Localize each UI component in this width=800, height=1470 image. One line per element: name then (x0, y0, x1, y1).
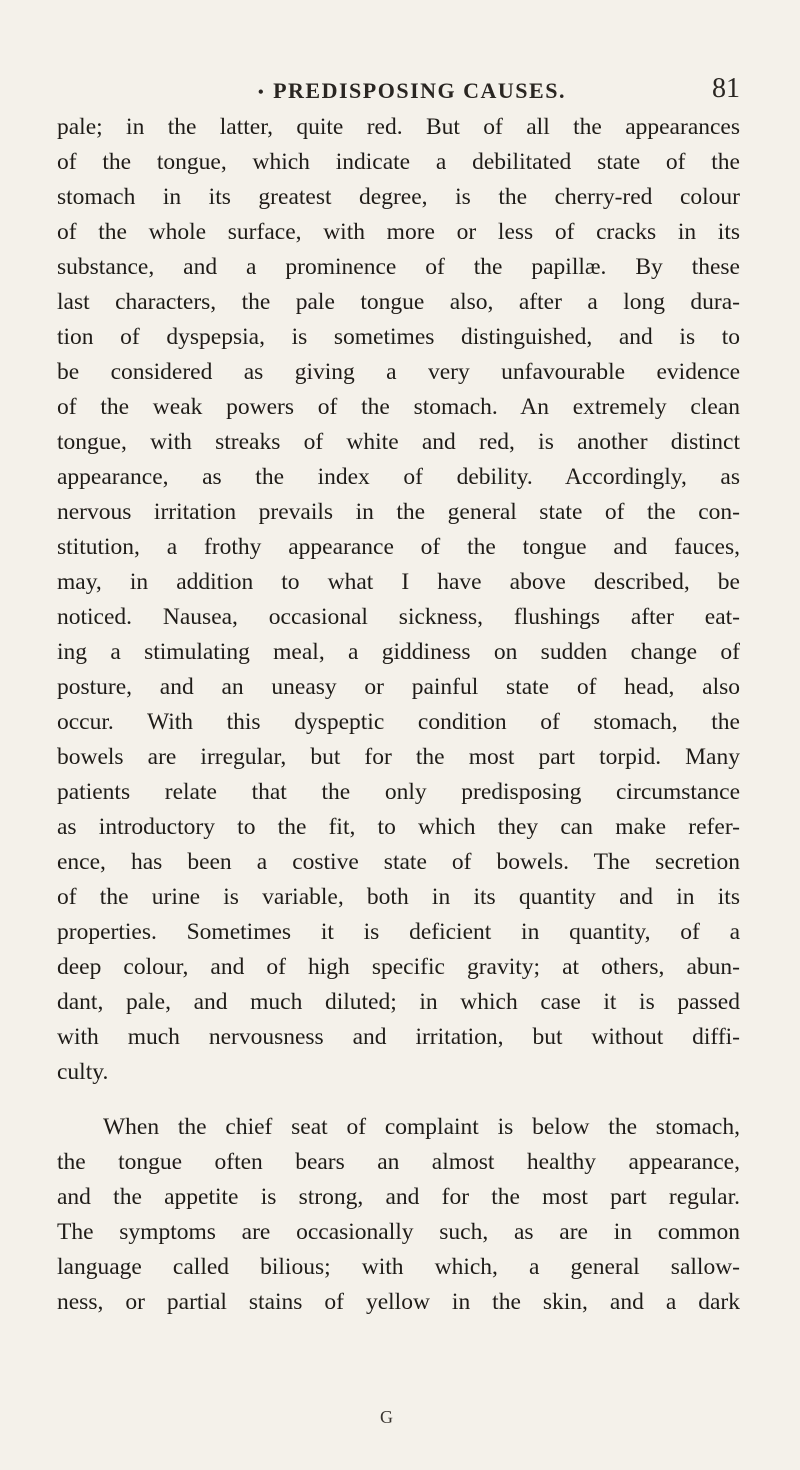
text-line: with much nervousness and irritation, but without diffi- (57, 1024, 740, 1050)
text-line: pale; in the latter, quite red. But of all the appearances (57, 114, 740, 140)
text-line: and the appetite is strong, and for the most part regular. (57, 1184, 740, 1210)
text-line: be considered as giving a very unfavourable evidence (57, 359, 740, 385)
text-line: properties. Sometimes it is deficient in quantity, of a (57, 919, 740, 945)
page-number: 81 (712, 73, 740, 104)
text-line: occur. With this dyspeptic condition of stomach, the (57, 709, 740, 735)
text-line: patients relate that the only predisposing circumstance (57, 779, 740, 805)
text-line: deep colour, and of high specific gravity; at others, abun- (57, 954, 740, 980)
text-line: culty. (57, 1059, 109, 1085)
text-line: tongue, with streaks of white and red, is another distinct (57, 429, 740, 455)
text-line: as introductory to the fit, to which they can make refer- (57, 814, 740, 840)
text-line: language called bilious; with which, a general sallow- (57, 1254, 740, 1280)
text-line: ence, has been a costive state of bowels. The secretion (57, 849, 740, 875)
text-line: of the tongue, which indicate a debilitated state of the (57, 149, 740, 175)
text-line: posture, and an uneasy or painful state of head, also (57, 674, 740, 700)
text-line: appearance, as the index of debility. Accordingly, as (57, 464, 740, 490)
signature-mark: G (380, 1407, 393, 1427)
text-line: of the weak powers of the stomach. An extremely clean (57, 394, 740, 420)
bullet-icon: • (258, 83, 266, 101)
text-line: may, in addition to what I have above described, be (57, 569, 740, 595)
text-line: bowels are irregular, but for the most part torpid. Many (57, 744, 740, 770)
text-line: ing a stimulating meal, a giddiness on sudden change of (57, 639, 740, 665)
text-line: dant, pale, and much diluted; in which case it is passed (57, 989, 740, 1015)
text-line: ness, or partial stains of yellow in the skin, and a dark (57, 1289, 740, 1315)
text-line: stitution, a frothy appearance of the tongue and fauces, (57, 534, 740, 560)
text-line: The symptoms are occasionally such, as are in common (57, 1219, 740, 1245)
text-line: noticed. Nausea, occasional sickness, flushings after eat- (57, 604, 740, 630)
text-line: stomach in its greatest degree, is the cherry-red colour (57, 184, 740, 210)
text-line: of the whole surface, with more or less of cracks in its (57, 219, 740, 245)
running-head (258, 78, 566, 104)
running-title: PREDISPOSING CAUSES. (273, 78, 566, 103)
text-line: last characters, the pale tongue also, after a long dura- (57, 289, 740, 315)
text-line: the tongue often bears an almost healthy appearance, (57, 1149, 740, 1175)
text-line: tion of dyspepsia, is sometimes distinguished, and is to (57, 324, 740, 350)
text-line: of the urine is variable, both in its quantity and in its (57, 884, 740, 910)
text-line: substance, and a prominence of the papillæ. By these (57, 254, 740, 280)
text-line: When the chief seat of complaint is below the stomach, (103, 1114, 740, 1140)
text-line: nervous irritation prevails in the general state of the con- (57, 499, 740, 525)
